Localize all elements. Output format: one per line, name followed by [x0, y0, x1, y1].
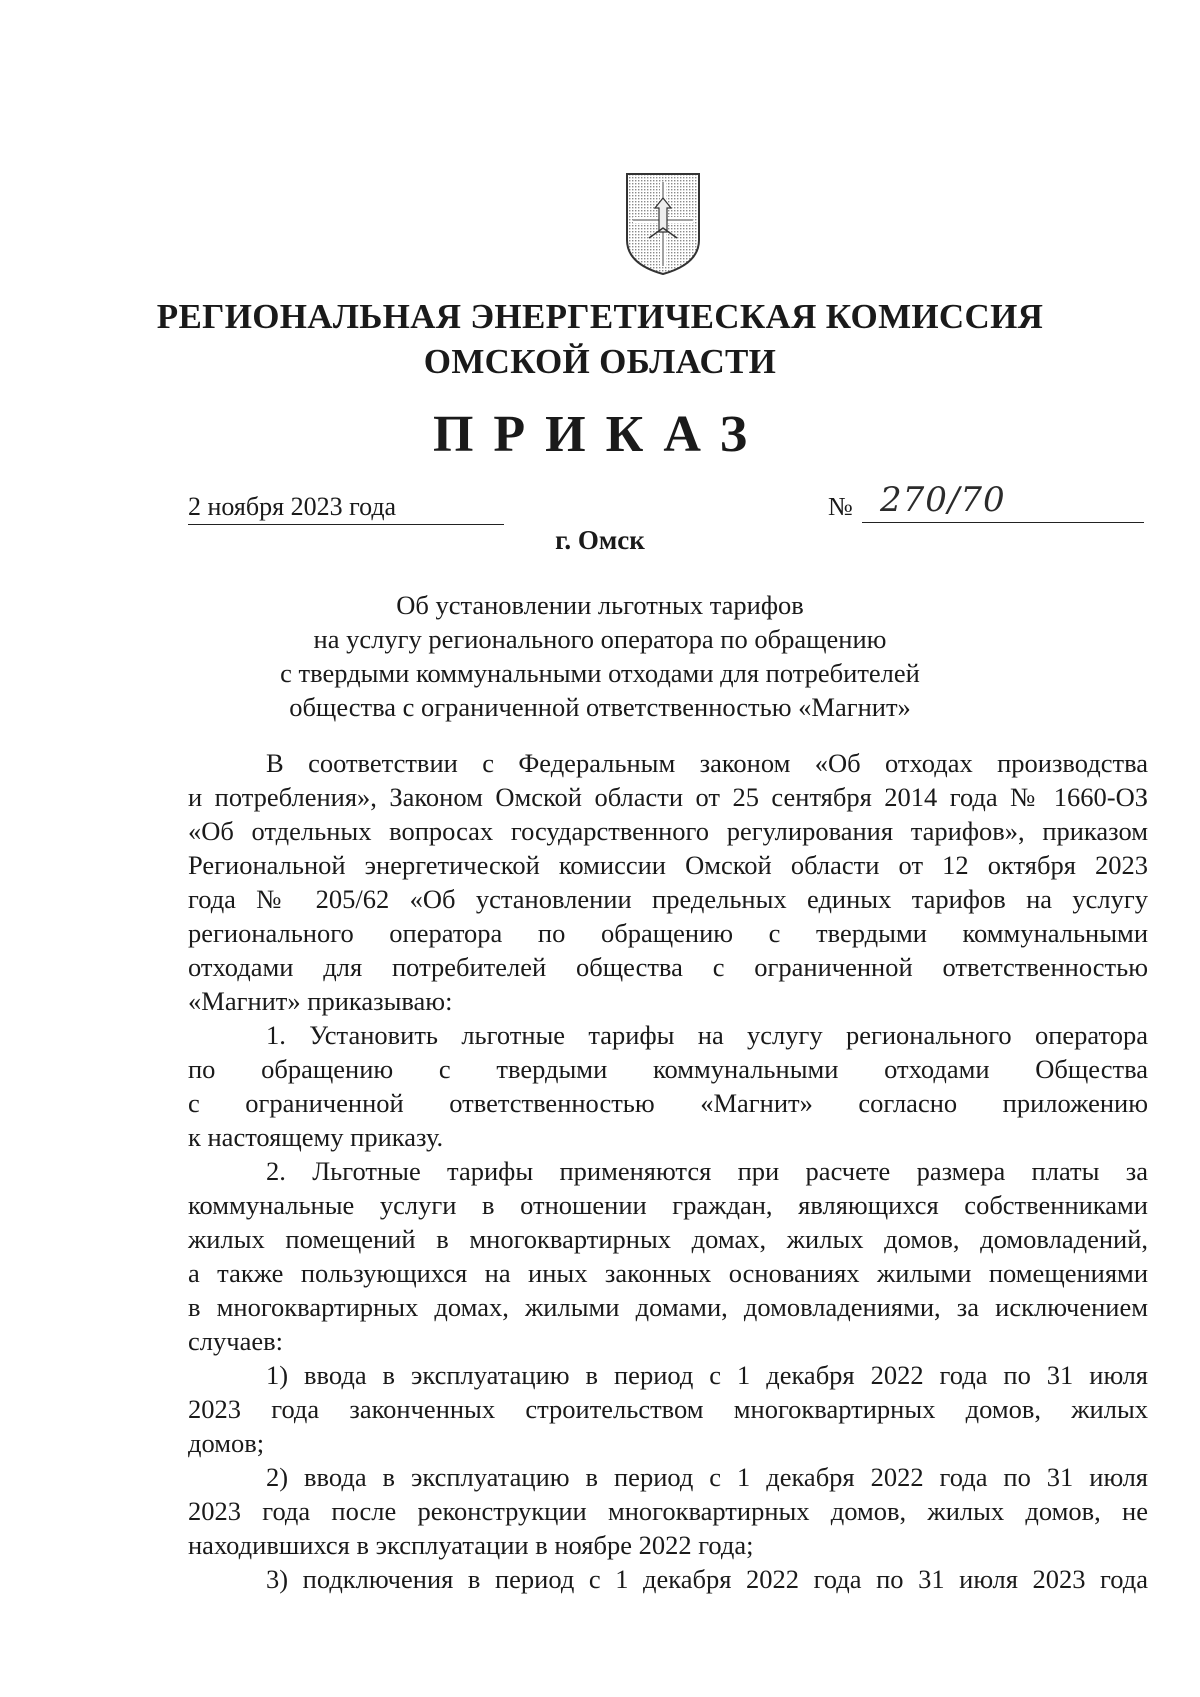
body-line: В соответствии с Федеральным законом «Об отходах производства	[266, 748, 1148, 778]
body-line: домов;	[188, 1428, 265, 1458]
body-line: 3) подключения в период с 1 декабря 2022 года по 31 июля 2023 года	[266, 1564, 1148, 1594]
order-title-line: Об установлении льготных тарифов	[396, 590, 804, 620]
body-line: к настоящему приказу.	[188, 1122, 444, 1152]
order-body	[188, 746, 1148, 1596]
order-title-line: на услугу регионального оператора по обращению	[313, 624, 887, 654]
city-line: г. Омск	[555, 525, 645, 555]
document-type-heading: ПРИКАЗ	[432, 406, 768, 463]
body-line: отходами для потребителей общества с ограниченной ответственностью	[188, 952, 1148, 982]
body-line: Региональной энергетической комиссии Омской области от 12 октября 2023	[188, 850, 1148, 880]
order-date: 2 ноября 2023 года	[188, 492, 504, 525]
body-line: регионального оператора по обращению с твердыми коммунальными	[188, 918, 1148, 948]
body-line: с ограниченной ответственностью «Магнит» согласно приложению	[188, 1088, 1148, 1118]
order-number-underline	[862, 522, 1144, 523]
order-title	[0, 588, 1200, 724]
body-line: 2023 года после реконструкции многоквартирных домов, жилых домов, не	[188, 1496, 1148, 1526]
org-name-line-2: ОМСКОЙ ОБЛАСТИ	[423, 342, 777, 381]
body-line: в многоквартирных домах, жилыми домами, домовладениями, за исключением	[188, 1292, 1148, 1322]
body-line: 2) ввода в эксплуатацию в период с 1 декабря 2022 года по 31 июля	[266, 1462, 1148, 1492]
body-line: по обращению с твердыми коммунальными отходами Общества	[188, 1054, 1148, 1084]
body-line: и потребления», Законом Омской области от 25 сентября 2014 года № 1660-ОЗ	[188, 782, 1148, 812]
body-line: коммунальные услуги в отношении граждан, являющихся собственниками	[188, 1190, 1148, 1220]
body-line: находившихся в эксплуатации в ноябре 2022 года;	[188, 1530, 754, 1560]
order-title-line: с твердыми коммунальными отходами для потребителей	[280, 658, 920, 688]
body-line: жилых помещений в многоквартирных домах, жилых домов, домовладений,	[188, 1224, 1148, 1254]
order-title-line: общества с ограниченной ответственностью «Магнит»	[289, 692, 911, 722]
body-line: 2. Льготные тарифы применяются при расчете размера платы за	[266, 1156, 1148, 1186]
body-line: 1) ввода в эксплуатацию в период с 1 декабря 2022 года по 31 июля	[266, 1360, 1148, 1390]
order-number-label: №	[828, 492, 853, 521]
body-line: 2023 года законченных строительством многоквартирных домов, жилых	[188, 1394, 1148, 1424]
body-line: случаев:	[188, 1326, 283, 1356]
body-line: «Об отдельных вопросах государственного регулирования тарифов», приказом	[188, 816, 1148, 846]
body-line: года № 205/62 «Об установлении предельных единых тарифов на услугу	[188, 884, 1148, 914]
body-line: а также пользующихся на иных законных основаниях жилыми помещениями	[188, 1258, 1148, 1288]
order-number-handwritten: 270/70	[880, 480, 1006, 520]
coat-of-arms-emblem	[617, 168, 709, 278]
org-name-line-1: РЕГИОНАЛЬНАЯ ЭНЕРГЕТИЧЕСКАЯ КОМИССИЯ	[156, 297, 1044, 336]
body-line: «Магнит» приказываю:	[188, 986, 453, 1016]
body-line: 1. Установить льготные тарифы на услугу регионального оператора	[266, 1020, 1148, 1050]
